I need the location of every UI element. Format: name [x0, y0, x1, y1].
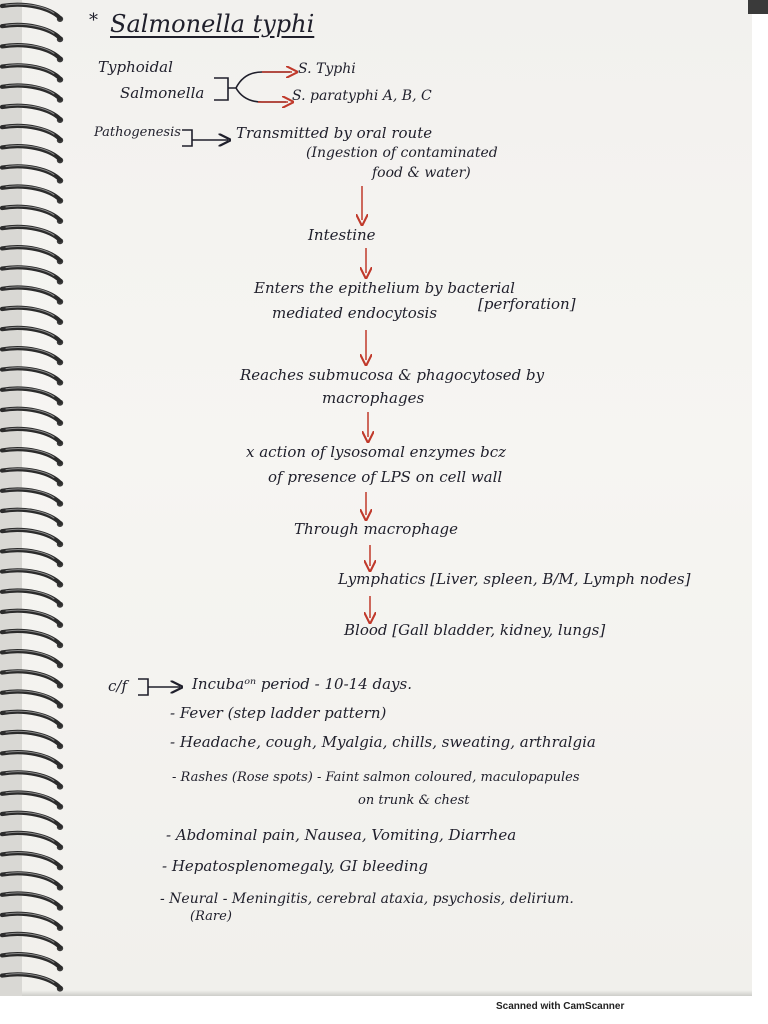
pathogenesis-step-macrophages: macrophages: [322, 389, 425, 407]
clinical-item-headache: - Headache, cough, Myalgia, chills, sweating, arthralgia: [170, 733, 596, 751]
pathogenesis-step-food-water: food & water): [372, 165, 471, 181]
clinical-item-abdominal: - Abdominal pain, Nausea, Vomiting, Diarrhea: [166, 826, 517, 844]
pathogenesis-step-enters-epithelium: Enters the epithelium by bacterial: [254, 279, 515, 297]
pathogenesis-note-perforation: [perforation]: [478, 295, 576, 313]
paper-bottom-shadow: [0, 990, 752, 996]
clinical-item-neural: - Neural - Meningitis, cerebral ataxia, psychosis, delirium.: [160, 891, 574, 907]
clinical-item-rashes: - Rashes (Rose spots) - Faint salmon coloured, maculopapules: [172, 770, 580, 785]
scanner-watermark: Scanned with CamScanner: [496, 1001, 625, 1012]
pathogenesis-step-ingestion: (Ingestion of contaminated: [306, 145, 498, 161]
clinical-item-neural-rare: (Rare): [190, 909, 232, 924]
clinical-item-hepatosplenomegaly: - Hepatosplenomegaly, GI bleeding: [162, 857, 429, 875]
pathogenesis-label: Pathogenesis: [94, 125, 181, 140]
typhoidal-label-line2: Salmonella: [120, 84, 205, 102]
scan-edge-corner: [748, 0, 768, 14]
pathogenesis-step-submucosa: Reaches submucosa & phagocytosed by: [240, 366, 545, 384]
pathogenesis-step-lymphatics: Lymphatics [Liver, spleen, B/M, Lymph nodes]: [338, 570, 691, 588]
pathogenesis-step-lps: of presence of LPS on cell wall: [268, 468, 503, 486]
pathogenesis-step-lysosomal: x action of lysosomal enzymes bcz: [246, 443, 507, 461]
pathogenesis-step-transmission: Transmitted by oral route: [236, 124, 433, 142]
pathogenesis-step-blood: Blood [Gall bladder, kidney, lungs]: [344, 621, 606, 639]
typhoidal-branch-paratyphi: S. paratyphi A, B, C: [292, 88, 432, 104]
spiral-strip: [0, 0, 22, 996]
clinical-item-fever: - Fever (step ladder pattern): [170, 704, 387, 722]
typhoidal-branch-typhi: S. Typhi: [298, 61, 356, 77]
clinical-features-label: c/f: [108, 677, 128, 695]
clinical-incubation-period: Incubaᵒⁿ period - 10-14 days.: [192, 675, 412, 693]
pathogenesis-step-through-macrophage: Through macrophage: [294, 520, 459, 538]
bullet-star: *: [89, 10, 98, 31]
clinical-item-rashes-location: on trunk & chest: [358, 793, 470, 808]
typhoidal-label-line1: Typhoidal: [98, 58, 173, 76]
page-title: Salmonella typhi: [110, 10, 315, 38]
pathogenesis-step-endocytosis: mediated endocytosis: [272, 304, 438, 322]
spiral-binding: [0, 0, 70, 996]
pathogenesis-step-intestine: Intestine: [308, 226, 376, 244]
